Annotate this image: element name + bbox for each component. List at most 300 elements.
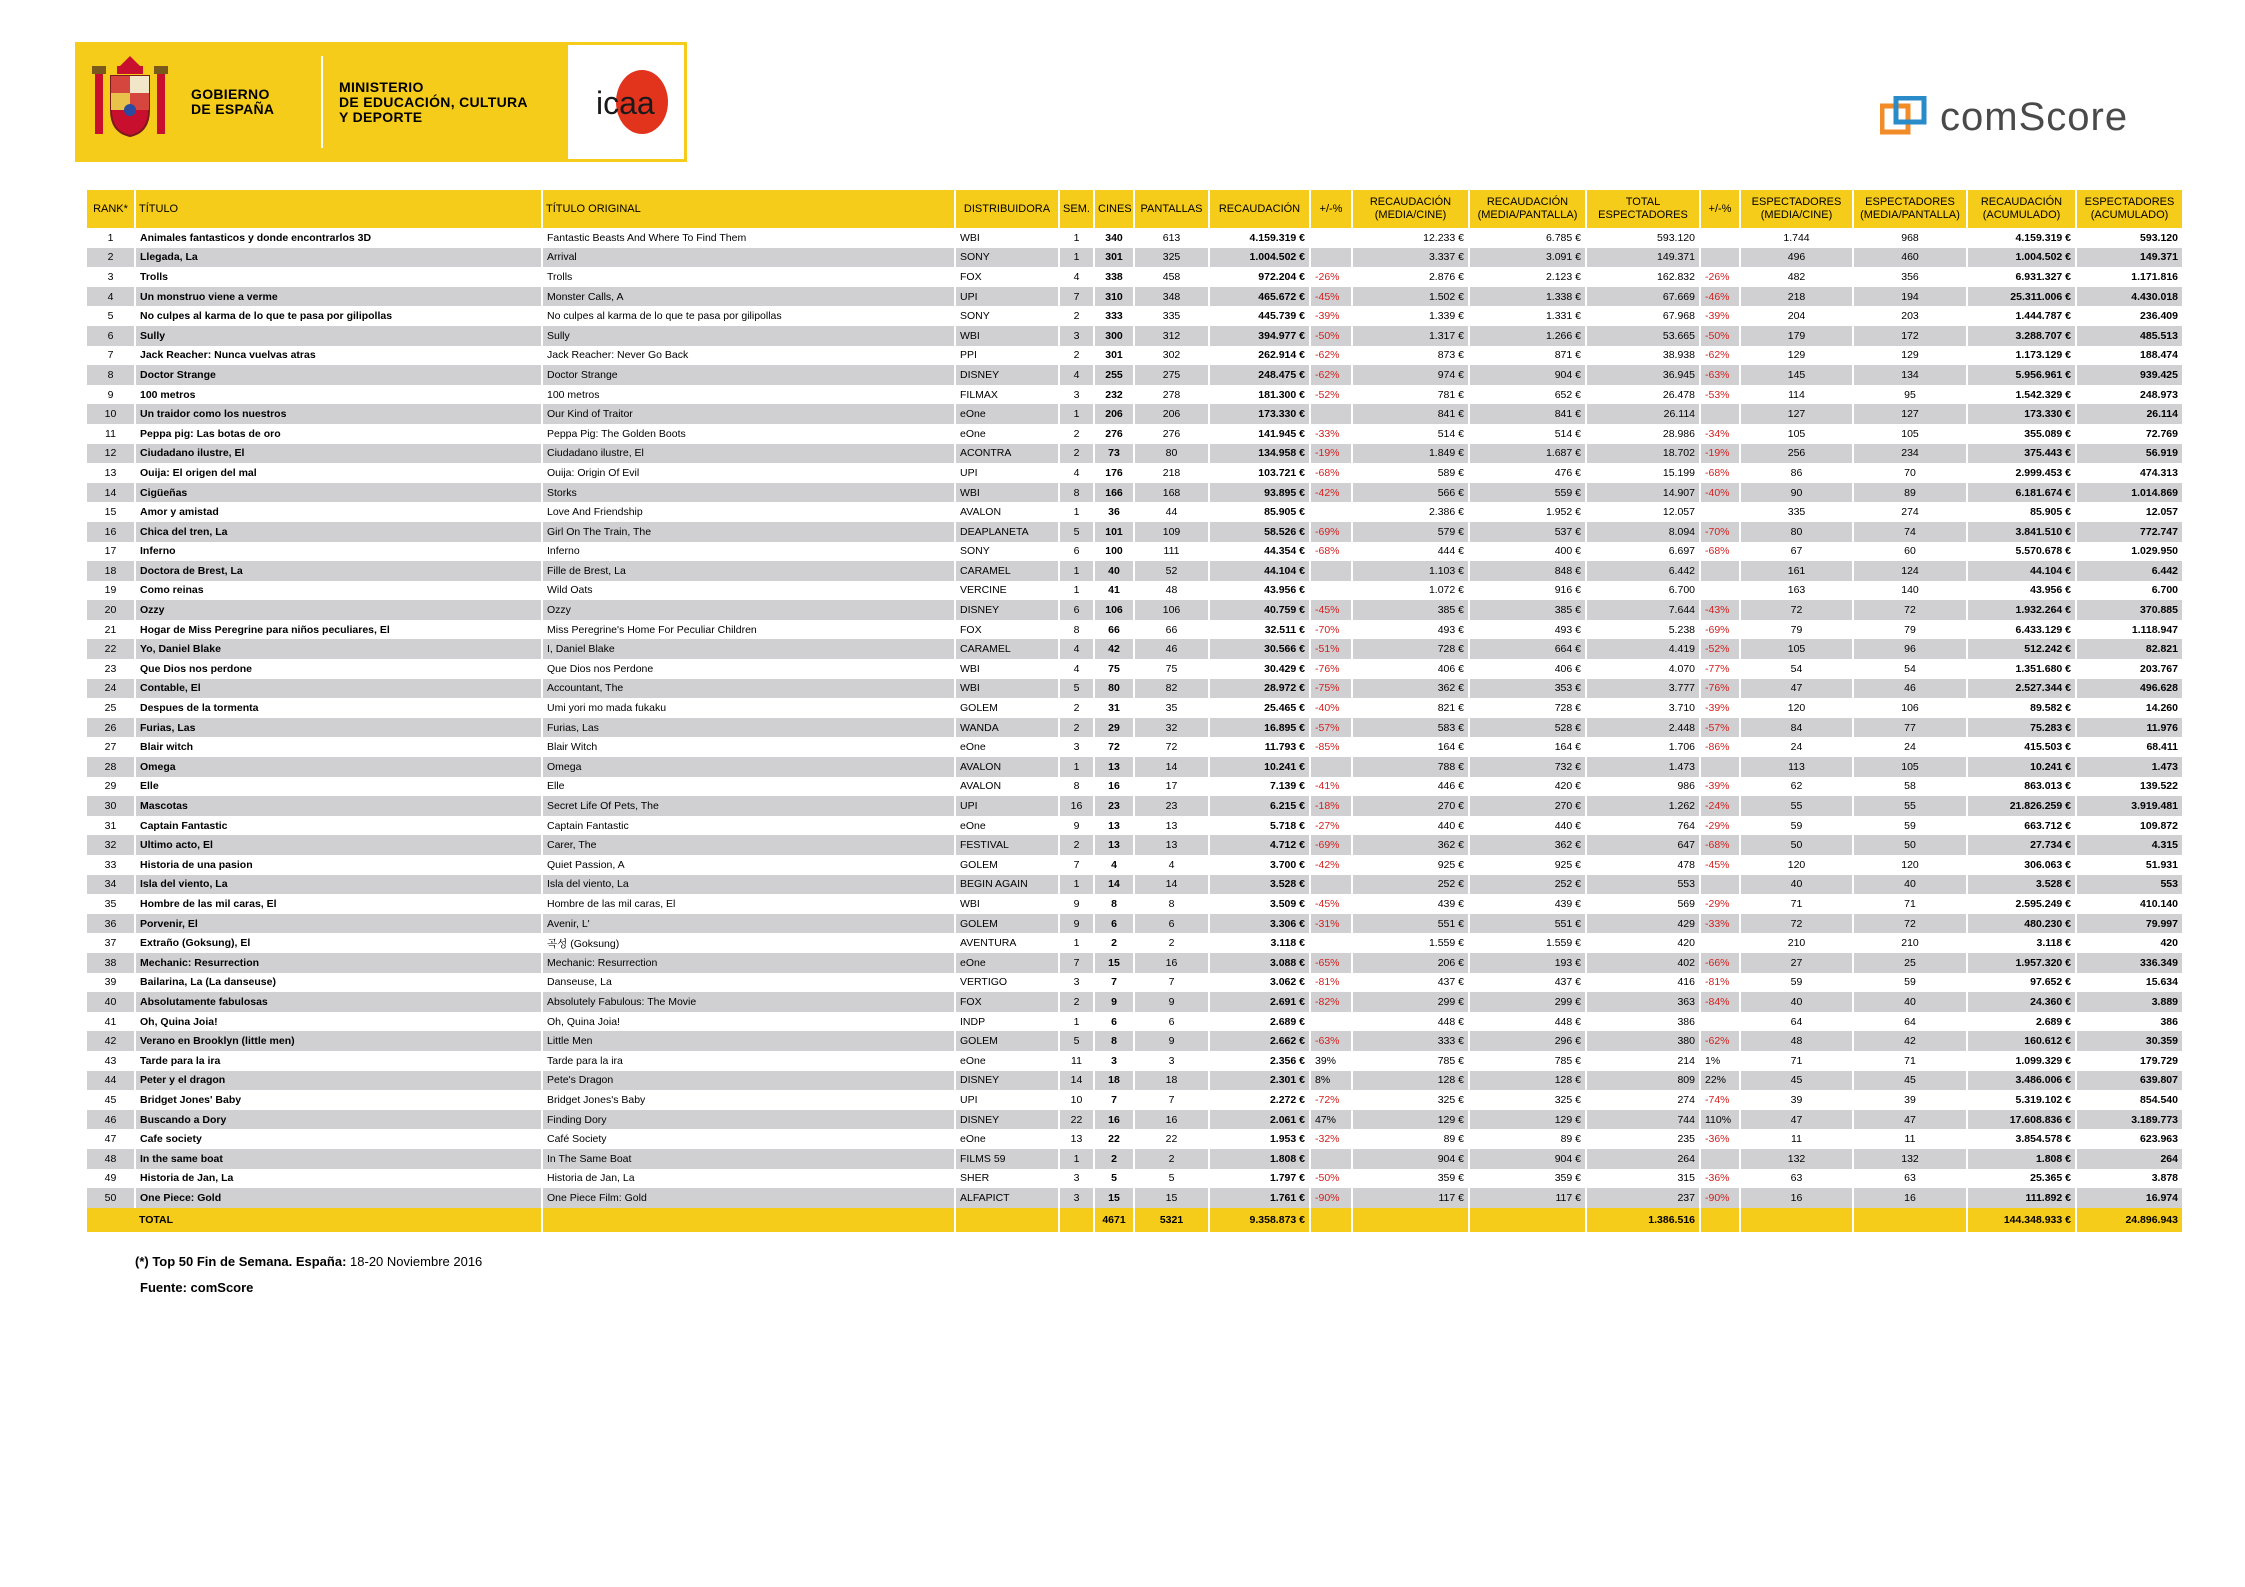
cell-rec-media-pantalla: 537 € — [1469, 522, 1586, 542]
cell-total-espectadores: 744 — [1586, 1110, 1700, 1130]
cell-pantallas: 15 — [1134, 1188, 1209, 1208]
cell-titulo-original: Sully — [542, 326, 955, 346]
cell-pct-espectadores: -68% — [1700, 835, 1740, 855]
cell-rec-media-pantalla: 359 € — [1469, 1169, 1586, 1189]
cell-recaudacion: 16.895 € — [1209, 718, 1310, 738]
cell-cines: 73 — [1094, 444, 1134, 464]
cell-pct-espectadores: -68% — [1700, 542, 1740, 562]
cell-titulo: Un traidor como los nuestros — [135, 404, 542, 424]
cell-rank: 41 — [87, 1012, 135, 1032]
cell-pantallas: 75 — [1134, 659, 1209, 679]
cell-rec-media-cine: 788 € — [1352, 757, 1469, 777]
cell-esp-acumulado: 51.931 — [2076, 855, 2183, 875]
cell-recaudacion: 1.953 € — [1209, 1129, 1310, 1149]
cell-pct-recaudacion — [1310, 875, 1352, 895]
cell-titulo: Animales fantasticos y donde encontrarlos 3D — [135, 228, 542, 248]
box-office-table — [87, 190, 2184, 1232]
cell-rec-media-cine: 3.337 € — [1352, 248, 1469, 268]
cell-titulo-original: Oh, Quina Joia! — [542, 1012, 955, 1032]
cell-titulo: Bailarina, La (La danseuse) — [135, 973, 542, 993]
cell-esp-media-cine: 179 — [1740, 326, 1853, 346]
cell-titulo: Chica del tren, La — [135, 522, 542, 542]
cell-rec-media-cine: 589 € — [1352, 463, 1469, 483]
cell-pct-espectadores: -62% — [1700, 1031, 1740, 1051]
cell-recaudacion: 1.761 € — [1209, 1188, 1310, 1208]
cell-esp-media-cine: 11 — [1740, 1129, 1853, 1149]
cell-titulo-original: Hombre de las mil caras, El — [542, 894, 955, 914]
cell-pct-recaudacion — [1310, 1012, 1352, 1032]
cell-esp-acumulado: 772.747 — [2076, 522, 2183, 542]
cell-pantallas: 16 — [1134, 1110, 1209, 1130]
cell-esp-media-pantalla: 210 — [1853, 933, 1967, 953]
cell-sem: 10 — [1059, 1090, 1094, 1110]
cell-esp-acumulado: 79.997 — [2076, 914, 2183, 934]
cell-rec-media-cine: 362 € — [1352, 679, 1469, 699]
cell-titulo: Jack Reacher: Nunca vuelvas atras — [135, 346, 542, 366]
table-row — [87, 600, 2183, 620]
cell-sem: 2 — [1059, 346, 1094, 366]
cell-rank: 5 — [87, 306, 135, 326]
cell-esp-acumulado: 14.260 — [2076, 698, 2183, 718]
cell-total-espectadores: 28.986 — [1586, 424, 1700, 444]
cell-distribuidora: FILMAX — [955, 385, 1059, 405]
cell-titulo: 100 metros — [135, 385, 542, 405]
cell-titulo-original: In The Same Boat — [542, 1149, 955, 1169]
cell-sem: 4 — [1059, 463, 1094, 483]
cell-titulo-original: Finding Dory — [542, 1110, 955, 1130]
cell-esp-media-pantalla: 64 — [1853, 1012, 1967, 1032]
cell-esp-acumulado: 26.114 — [2076, 404, 2183, 424]
cell-cines: 15 — [1094, 1188, 1134, 1208]
cell-cines: 333 — [1094, 306, 1134, 326]
cell-esp-media-cine: 67 — [1740, 542, 1853, 562]
cell-sem: 6 — [1059, 542, 1094, 562]
cell-rank: 14 — [87, 483, 135, 503]
cell-titulo-original: Monster Calls, A — [542, 287, 955, 307]
cell-total-espectadores: 26.114 — [1586, 404, 1700, 424]
cell-rec-media-cine: 333 € — [1352, 1031, 1469, 1051]
cell-esp-media-cine: 50 — [1740, 835, 1853, 855]
table-row — [87, 639, 2183, 659]
cell-pct-espectadores: -90% — [1700, 1188, 1740, 1208]
cell-rec-media-pantalla: 353 € — [1469, 679, 1586, 699]
cell-rank: 46 — [87, 1110, 135, 1130]
cell-titulo: Isla del viento, La — [135, 875, 542, 895]
col-distribuidora: DISTRIBUIDORA — [955, 190, 1059, 228]
cell-sem: 3 — [1059, 737, 1094, 757]
cell-esp-media-cine: 335 — [1740, 502, 1853, 522]
cell-esp-acumulado: 179.729 — [2076, 1051, 2183, 1071]
cell-recaudacion: 248.475 € — [1209, 365, 1310, 385]
cell-cines: 6 — [1094, 914, 1134, 934]
cell-recaudacion: 3.700 € — [1209, 855, 1310, 875]
cell-rec-acumulado: 17.608.836 € — [1967, 1110, 2076, 1130]
cell-esp-media-cine: 59 — [1740, 816, 1853, 836]
table-row — [87, 424, 2183, 444]
cell-pct-recaudacion: -69% — [1310, 835, 1352, 855]
table-row — [87, 248, 2183, 268]
cell-cines: 7 — [1094, 1090, 1134, 1110]
cell-esp-media-cine: 48 — [1740, 1031, 1853, 1051]
cell-esp-media-cine: 114 — [1740, 385, 1853, 405]
cell-esp-media-pantalla: 234 — [1853, 444, 1967, 464]
cell-pct-recaudacion — [1310, 757, 1352, 777]
cell-rec-media-pantalla: 3.091 € — [1469, 248, 1586, 268]
cell-titulo-original: Love And Friendship — [542, 502, 955, 522]
cell-cines: 31 — [1094, 698, 1134, 718]
table-row — [87, 757, 2183, 777]
cell-pantallas: 8 — [1134, 894, 1209, 914]
cell-esp-acumulado: 1.029.950 — [2076, 542, 2183, 562]
col-sem: SEM. — [1059, 190, 1094, 228]
cell-esp-media-cine: 86 — [1740, 463, 1853, 483]
cell-rec-acumulado: 3.118 € — [1967, 933, 2076, 953]
cell-titulo: One Piece: Gold — [135, 1188, 542, 1208]
cell-titulo-original: Elle — [542, 777, 955, 797]
cell-pantallas: 48 — [1134, 581, 1209, 601]
cell-esp-acumulado: 30.359 — [2076, 1031, 2183, 1051]
cell-cines: 276 — [1094, 424, 1134, 444]
cell-recaudacion: 2.272 € — [1209, 1090, 1310, 1110]
cell-total-espectadores: 478 — [1586, 855, 1700, 875]
table-row — [87, 1071, 2183, 1091]
cell-rec-media-pantalla: 406 € — [1469, 659, 1586, 679]
cell-pantallas: 4 — [1134, 855, 1209, 875]
cell-distribuidora: ACONTRA — [955, 444, 1059, 464]
cell-rec-acumulado: 111.892 € — [1967, 1188, 2076, 1208]
col-pct-recaudacion: +/-% — [1310, 190, 1352, 228]
cell-rec-acumulado: 1.808 € — [1967, 1149, 2076, 1169]
cell-distribuidora: UPI — [955, 1090, 1059, 1110]
cell-distribuidora: WBI — [955, 228, 1059, 248]
cell-total-espectadores: 53.665 — [1586, 326, 1700, 346]
table-row — [87, 444, 2183, 464]
cell-rec-media-pantalla: 514 € — [1469, 424, 1586, 444]
cell-titulo-original: Danseuse, La — [542, 973, 955, 993]
cell-sem: 5 — [1059, 679, 1094, 699]
cell-rank: 34 — [87, 875, 135, 895]
cell-cines: 36 — [1094, 502, 1134, 522]
cell-rank: 47 — [87, 1129, 135, 1149]
cell-esp-acumulado: 6.700 — [2076, 581, 2183, 601]
cell-esp-acumulado: 264 — [2076, 1149, 2183, 1169]
cell-rank: 19 — [87, 581, 135, 601]
cell-pct-recaudacion: -69% — [1310, 522, 1352, 542]
svg-text:icaa: icaa — [596, 85, 655, 121]
cell-esp-media-cine: 54 — [1740, 659, 1853, 679]
cell-rec-acumulado: 480.230 € — [1967, 914, 2076, 934]
table-row — [87, 1012, 2183, 1032]
col-rec-media-pantalla: RECAUDACIÓN (MEDIA/PANTALLA) — [1469, 190, 1586, 228]
cell-rec-media-pantalla: 1.338 € — [1469, 287, 1586, 307]
cell-recaudacion: 28.972 € — [1209, 679, 1310, 699]
cell-titulo: Inferno — [135, 542, 542, 562]
cell-esp-acumulado: 6.442 — [2076, 561, 2183, 581]
total-label: TOTAL — [87, 1208, 542, 1232]
cell-distribuidora: eOne — [955, 737, 1059, 757]
cell-sem: 2 — [1059, 835, 1094, 855]
cell-pantallas: 22 — [1134, 1129, 1209, 1149]
cell-pantallas: 7 — [1134, 973, 1209, 993]
cell-rec-acumulado: 3.854.578 € — [1967, 1129, 2076, 1149]
cell-titulo-original: I, Daniel Blake — [542, 639, 955, 659]
cell-sem: 3 — [1059, 973, 1094, 993]
cell-rank: 32 — [87, 835, 135, 855]
cell-rec-media-cine: 385 € — [1352, 600, 1469, 620]
cell-sem: 8 — [1059, 620, 1094, 640]
cell-titulo-original: Miss Peregrine's Home For Peculiar Children — [542, 620, 955, 640]
cell-pct-espectadores: -76% — [1700, 679, 1740, 699]
cell-total-espectadores: 67.968 — [1586, 306, 1700, 326]
cell-pct-espectadores — [1700, 581, 1740, 601]
cell-distribuidora: WBI — [955, 326, 1059, 346]
cell-rec-media-pantalla: 1.687 € — [1469, 444, 1586, 464]
total-empty — [1700, 1208, 1740, 1232]
cell-rank: 35 — [87, 894, 135, 914]
cell-rec-media-pantalla: 129 € — [1469, 1110, 1586, 1130]
cell-rec-media-pantalla: 1.266 € — [1469, 326, 1586, 346]
table-row — [87, 228, 2183, 248]
cell-distribuidora: GOLEM — [955, 855, 1059, 875]
cell-total-espectadores: 15.199 — [1586, 463, 1700, 483]
cell-esp-media-cine: 145 — [1740, 365, 1853, 385]
cell-esp-media-pantalla: 54 — [1853, 659, 1967, 679]
cell-titulo: Amor y amistad — [135, 502, 542, 522]
cell-total-espectadores: 26.478 — [1586, 385, 1700, 405]
cell-pct-recaudacion: -50% — [1310, 326, 1352, 346]
cell-cines: 13 — [1094, 816, 1134, 836]
cell-rec-media-pantalla: 1.331 € — [1469, 306, 1586, 326]
cell-pct-espectadores — [1700, 502, 1740, 522]
cell-cines: 8 — [1094, 1031, 1134, 1051]
col-esp-acumulado: ESPECTADORES (ACUMULADO) — [2076, 190, 2183, 228]
cell-pct-recaudacion: -81% — [1310, 973, 1352, 993]
cell-esp-media-cine: 72 — [1740, 914, 1853, 934]
cell-total-espectadores: 2.448 — [1586, 718, 1700, 738]
cell-titulo-original: No culpes al karma de lo que te pasa por gilipollas — [542, 306, 955, 326]
cell-pct-espectadores: -39% — [1700, 306, 1740, 326]
cell-titulo: Extraño (Goksung), El — [135, 933, 542, 953]
cell-rec-acumulado: 3.841.510 € — [1967, 522, 2076, 542]
cell-titulo: Porvenir, El — [135, 914, 542, 934]
cell-rec-media-pantalla: 916 € — [1469, 581, 1586, 601]
cell-esp-media-pantalla: 16 — [1853, 1188, 1967, 1208]
cell-pct-recaudacion: -72% — [1310, 1090, 1352, 1110]
cell-rec-media-pantalla: 785 € — [1469, 1051, 1586, 1071]
cell-esp-media-pantalla: 70 — [1853, 463, 1967, 483]
cell-distribuidora: WANDA — [955, 718, 1059, 738]
cell-titulo: Peter y el dragon — [135, 1071, 542, 1091]
cell-rec-media-pantalla: 270 € — [1469, 796, 1586, 816]
cell-rec-acumulado: 5.319.102 € — [1967, 1090, 2076, 1110]
cell-esp-media-pantalla: 60 — [1853, 542, 1967, 562]
cell-titulo-original: Our Kind of Traitor — [542, 404, 955, 424]
total-empty — [542, 1208, 955, 1232]
col-rec-acumulado: RECAUDACIÓN (ACUMULADO) — [1967, 190, 2076, 228]
cell-rec-acumulado: 2.999.453 € — [1967, 463, 2076, 483]
cell-cines: 41 — [1094, 581, 1134, 601]
cell-esp-acumulado: 623.963 — [2076, 1129, 2183, 1149]
cell-esp-media-cine: 59 — [1740, 973, 1853, 993]
cell-pct-recaudacion: -52% — [1310, 385, 1352, 405]
cell-titulo-original: Café Society — [542, 1129, 955, 1149]
cell-distribuidora: ALFAPICT — [955, 1188, 1059, 1208]
cell-pct-espectadores: -57% — [1700, 718, 1740, 738]
cell-esp-acumulado: 3.878 — [2076, 1169, 2183, 1189]
cell-titulo: Historia de Jan, La — [135, 1169, 542, 1189]
table-row — [87, 737, 2183, 757]
cell-titulo: Hogar de Miss Peregrine para niños peculiares, El — [135, 620, 542, 640]
cell-rec-media-cine: 437 € — [1352, 973, 1469, 993]
cell-cines: 16 — [1094, 1110, 1134, 1130]
cell-rank: 36 — [87, 914, 135, 934]
cell-pct-recaudacion — [1310, 561, 1352, 581]
cell-sem: 3 — [1059, 385, 1094, 405]
cell-rec-acumulado: 1.542.329 € — [1967, 385, 2076, 405]
cell-total-espectadores: 14.907 — [1586, 483, 1700, 503]
cell-pct-espectadores — [1700, 757, 1740, 777]
cell-titulo-original: Historia de Jan, La — [542, 1169, 955, 1189]
col-total-espectadores: TOTAL ESPECTADORES — [1586, 190, 1700, 228]
cell-pantallas: 218 — [1134, 463, 1209, 483]
cell-esp-media-pantalla: 134 — [1853, 365, 1967, 385]
cell-titulo-original: Tarde para la ira — [542, 1051, 955, 1071]
cell-titulo-original: Bridget Jones's Baby — [542, 1090, 955, 1110]
cell-pct-recaudacion — [1310, 228, 1352, 248]
cell-pantallas: 13 — [1134, 816, 1209, 836]
col-pct-espectadores: +/-% — [1700, 190, 1740, 228]
cell-titulo-original: Avenir, L' — [542, 914, 955, 934]
cell-distribuidora: DISNEY — [955, 600, 1059, 620]
cell-recaudacion: 85.905 € — [1209, 502, 1310, 522]
cell-titulo-original: Fantastic Beasts And Where To Find Them — [542, 228, 955, 248]
cell-pct-espectadores: -66% — [1700, 953, 1740, 973]
cell-cines: 2 — [1094, 1149, 1134, 1169]
cell-esp-media-cine: 71 — [1740, 1051, 1853, 1071]
cell-pct-recaudacion — [1310, 1149, 1352, 1169]
cell-rec-media-pantalla: 848 € — [1469, 561, 1586, 581]
cell-rec-acumulado: 415.503 € — [1967, 737, 2076, 757]
cell-rec-media-pantalla: 664 € — [1469, 639, 1586, 659]
cell-rec-media-cine: 1.072 € — [1352, 581, 1469, 601]
cell-esp-acumulado: 474.313 — [2076, 463, 2183, 483]
cell-rec-media-pantalla: 476 € — [1469, 463, 1586, 483]
cell-total-espectadores: 553 — [1586, 875, 1700, 895]
cell-rank: 33 — [87, 855, 135, 875]
cell-pantallas: 5 — [1134, 1169, 1209, 1189]
cell-pct-espectadores — [1700, 933, 1740, 953]
cell-titulo: Buscando a Dory — [135, 1110, 542, 1130]
cell-distribuidora: DISNEY — [955, 365, 1059, 385]
cell-sem: 11 — [1059, 1051, 1094, 1071]
cell-rec-media-pantalla: 89 € — [1469, 1129, 1586, 1149]
table-row — [87, 1031, 2183, 1051]
cell-rank: 3 — [87, 267, 135, 287]
cell-recaudacion: 394.977 € — [1209, 326, 1310, 346]
cell-esp-media-cine: 62 — [1740, 777, 1853, 797]
table-row — [87, 1090, 2183, 1110]
cell-cines: 6 — [1094, 1012, 1134, 1032]
cell-cines: 166 — [1094, 483, 1134, 503]
cell-sem: 4 — [1059, 365, 1094, 385]
cell-cines: 310 — [1094, 287, 1134, 307]
cell-recaudacion: 1.808 € — [1209, 1149, 1310, 1169]
cell-rec-acumulado: 3.486.006 € — [1967, 1071, 2076, 1091]
total-recaudacion: 9.358.873 € — [1209, 1208, 1310, 1232]
cell-rec-media-cine: 583 € — [1352, 718, 1469, 738]
cell-cines: 8 — [1094, 894, 1134, 914]
cell-esp-media-pantalla: 11 — [1853, 1129, 1967, 1149]
cell-sem: 1 — [1059, 248, 1094, 268]
total-empty — [1352, 1208, 1469, 1232]
cell-rank: 15 — [87, 502, 135, 522]
cell-esp-acumulado: 82.821 — [2076, 639, 2183, 659]
cell-distribuidora: GOLEM — [955, 698, 1059, 718]
cell-esp-media-pantalla: 194 — [1853, 287, 1967, 307]
cell-distribuidora: INDP — [955, 1012, 1059, 1032]
cell-sem: 9 — [1059, 894, 1094, 914]
cell-recaudacion: 3.528 € — [1209, 875, 1310, 895]
cell-recaudacion: 40.759 € — [1209, 600, 1310, 620]
cell-total-espectadores: 36.945 — [1586, 365, 1700, 385]
cell-distribuidora: PPI — [955, 346, 1059, 366]
cell-rec-acumulado: 6.181.674 € — [1967, 483, 2076, 503]
table-row — [87, 1129, 2183, 1149]
cell-distribuidora: eOne — [955, 424, 1059, 444]
cell-esp-acumulado: 16.974 — [2076, 1188, 2183, 1208]
cell-rank: 27 — [87, 737, 135, 757]
cell-rec-media-cine: 904 € — [1352, 1149, 1469, 1169]
cell-rec-media-pantalla: 193 € — [1469, 953, 1586, 973]
cell-rec-media-pantalla: 652 € — [1469, 385, 1586, 405]
cell-sem: 2 — [1059, 424, 1094, 444]
cell-esp-media-pantalla: 25 — [1853, 953, 1967, 973]
cell-pct-recaudacion: -50% — [1310, 1169, 1352, 1189]
cell-total-espectadores: 809 — [1586, 1071, 1700, 1091]
cell-sem: 2 — [1059, 444, 1094, 464]
cell-pct-recaudacion: -70% — [1310, 620, 1352, 640]
cell-distribuidora: CARAMEL — [955, 561, 1059, 581]
cell-pct-recaudacion: -42% — [1310, 855, 1352, 875]
cell-esp-acumulado: 553 — [2076, 875, 2183, 895]
cell-rec-media-cine: 566 € — [1352, 483, 1469, 503]
cell-pantallas: 3 — [1134, 1051, 1209, 1071]
cell-pantallas: 278 — [1134, 385, 1209, 405]
cell-recaudacion: 262.914 € — [1209, 346, 1310, 366]
cell-rec-acumulado: 3.528 € — [1967, 875, 2076, 895]
cell-titulo-original: Captain Fantastic — [542, 816, 955, 836]
cell-pct-espectadores: -69% — [1700, 620, 1740, 640]
col-titulo: TÍTULO — [135, 190, 542, 228]
cell-recaudacion: 93.895 € — [1209, 483, 1310, 503]
cell-pantallas: 32 — [1134, 718, 1209, 738]
cell-rec-acumulado: 1.932.264 € — [1967, 600, 2076, 620]
cell-esp-media-pantalla: 89 — [1853, 483, 1967, 503]
cell-cines: 206 — [1094, 404, 1134, 424]
col-esp-media-pantalla: ESPECTADORES (MEDIA/PANTALLA) — [1853, 190, 1967, 228]
cell-rec-media-cine: 362 € — [1352, 835, 1469, 855]
cell-total-espectadores: 274 — [1586, 1090, 1700, 1110]
table-row — [87, 581, 2183, 601]
cell-rec-media-cine: 299 € — [1352, 992, 1469, 1012]
cell-pct-recaudacion: -27% — [1310, 816, 1352, 836]
cell-total-espectadores: 593.120 — [1586, 228, 1700, 248]
cell-pantallas: 46 — [1134, 639, 1209, 659]
cell-pct-espectadores — [1700, 248, 1740, 268]
cell-total-espectadores: 1.706 — [1586, 737, 1700, 757]
cell-total-espectadores: 363 — [1586, 992, 1700, 1012]
cell-titulo: Mechanic: Resurrection — [135, 953, 542, 973]
